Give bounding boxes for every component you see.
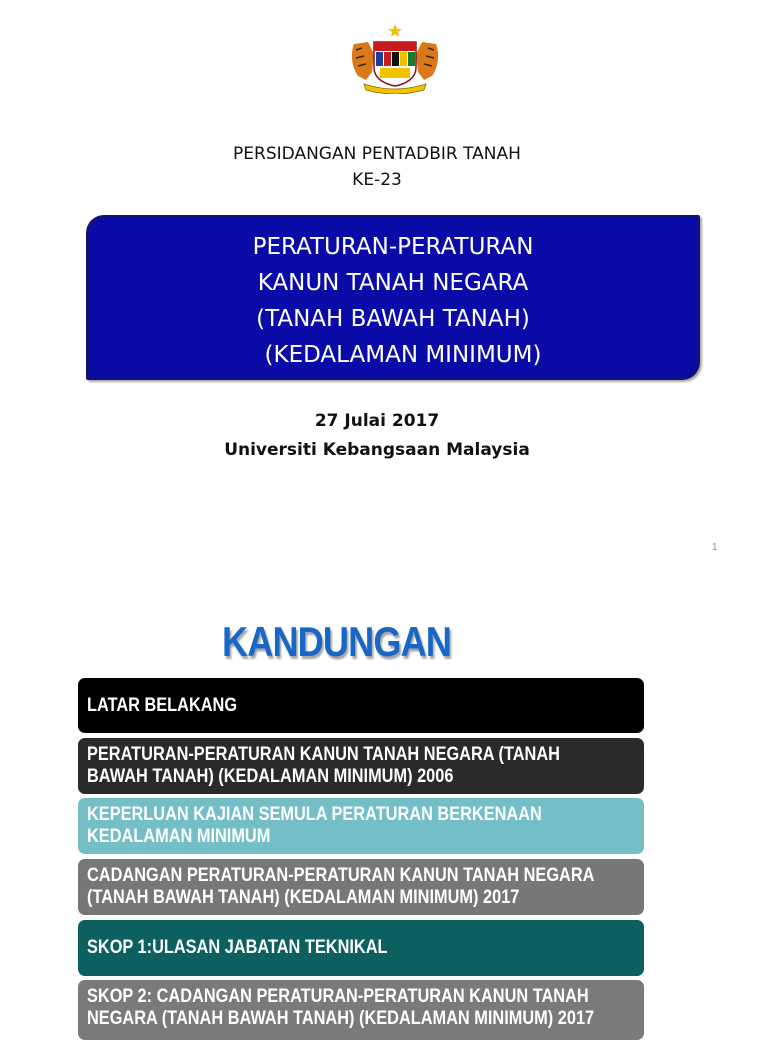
toc-item — [78, 798, 644, 854]
toc-item-line1: LATAR BELAKANG — [87, 694, 238, 716]
toc-item-line2: KEDALAMAN MINIMUM — [87, 826, 271, 847]
title-line-1: PERATURAN-PERATURAN — [252, 234, 534, 260]
page-number: 1 — [712, 542, 718, 553]
event-venue: Universiti Kebangsaan Malaysia — [224, 440, 530, 460]
toc-item-line1: PERATURAN-PERATURAN KANUN TANAH NEGARA (TANAH — [87, 744, 560, 765]
presentation-title-box — [86, 215, 700, 380]
toc-item-line2: (TANAH BAWAH TANAH) (KEDALAMAN MINIMUM) 2017 — [87, 887, 520, 908]
coat-of-arms-logo — [348, 24, 442, 94]
toc-item-line1: SKOP 1:ULASAN JABATAN TEKNIKAL — [87, 937, 388, 958]
toc-item — [78, 738, 644, 794]
toc-item — [78, 920, 644, 976]
toc-item-line2: BAWAH TANAH) (KEDALAMAN MINIMUM) 2006 — [87, 766, 454, 787]
conference-title: PERSIDANGAN PENTADBIR TANAH — [233, 144, 521, 164]
title-line-3: (TANAH BAWAH TANAH) — [256, 306, 530, 332]
toc-item-line1: SKOP 2: CADANGAN PERATURAN-PERATURAN KANUN TANAH — [87, 986, 589, 1007]
toc-item-line1: KEPERLUAN KAJIAN SEMULA PERATURAN BERKENAAN — [87, 804, 542, 825]
title-line-2: KANUN TANAH NEGARA — [257, 270, 529, 296]
contents-heading: KANDUNGAN — [222, 618, 452, 665]
toc-item — [78, 678, 644, 733]
title-line-4: (KEDALAMAN MINIMUM) — [264, 342, 542, 368]
conference-edition: KE-23 — [352, 170, 402, 190]
toc-item — [78, 859, 644, 915]
toc-item-line1: CADANGAN PERATURAN-PERATURAN KANUN TANAH NEGARA — [87, 865, 595, 886]
toc-item-line2: NEGARA (TANAH BAWAH TANAH) (KEDALAMAN MINIMUM) 2017 — [87, 1008, 595, 1029]
toc-item — [78, 980, 644, 1040]
event-date: 27 Julai 2017 — [314, 411, 440, 431]
